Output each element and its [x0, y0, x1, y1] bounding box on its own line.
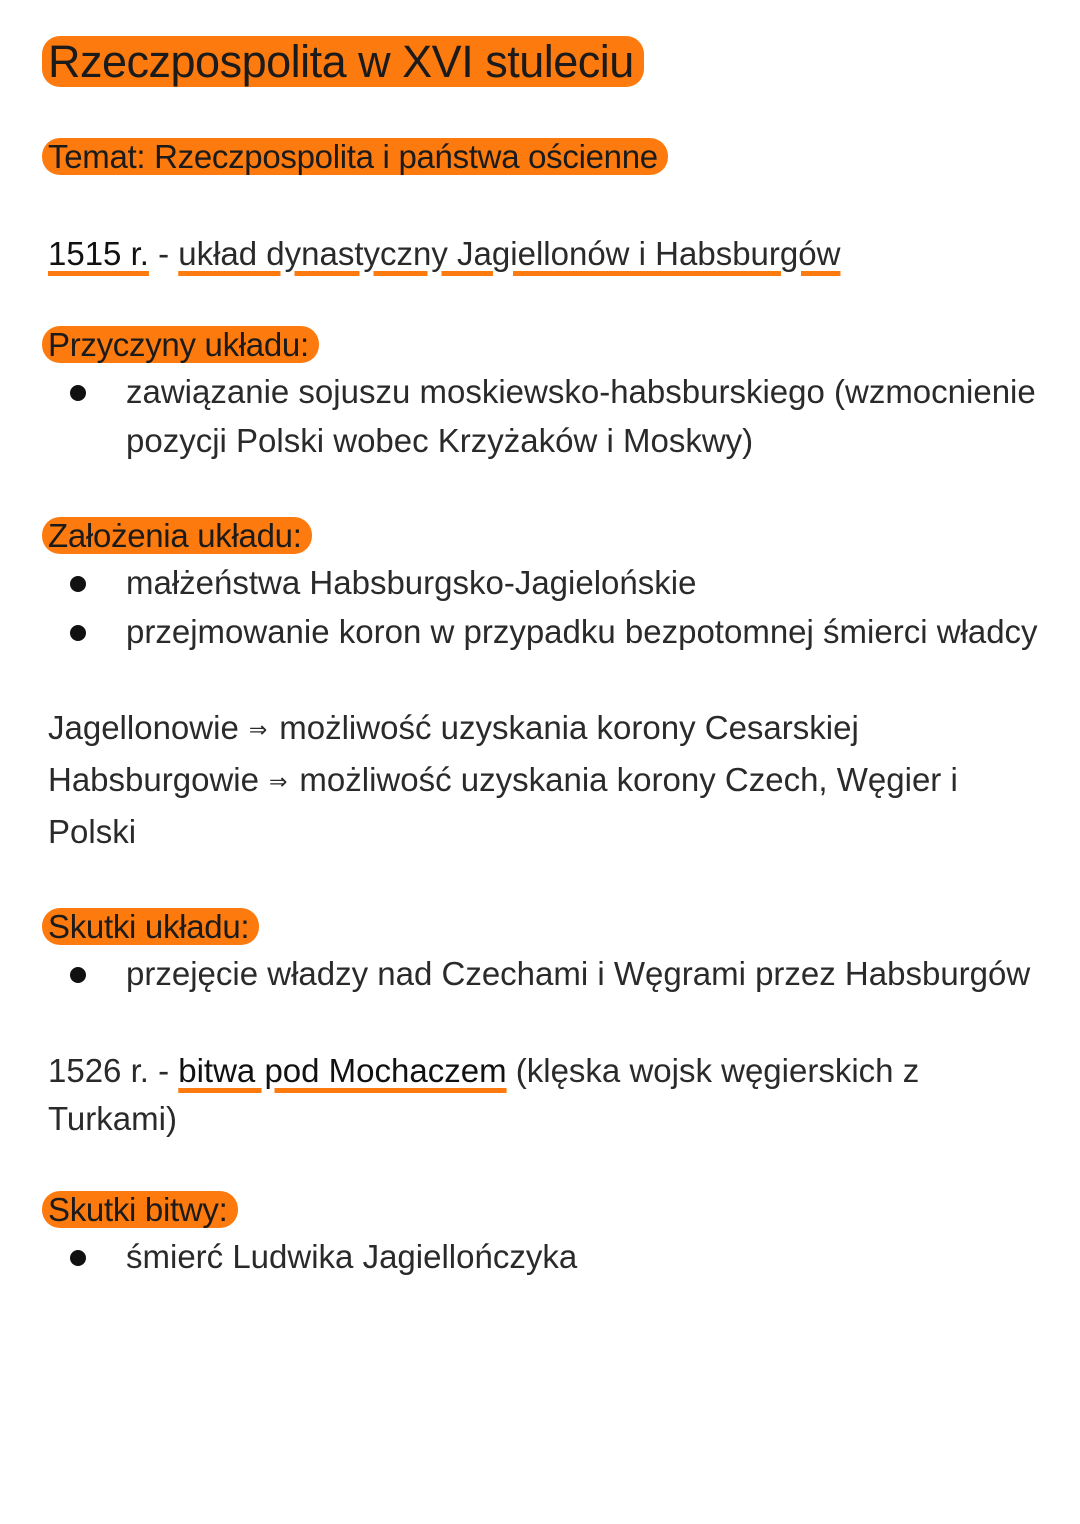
lesson-topic [48, 134, 1038, 180]
agreement-line [48, 230, 1038, 278]
list-item-text: przejęcie władzy nad Czechami i Węgrami przez Habsburgów [126, 955, 1031, 992]
agreement-separator: - [148, 235, 179, 272]
list-item [48, 1233, 1038, 1282]
assumptions-heading [48, 513, 1038, 559]
list-item-text: przejmowanie koron w przypadku bezpotomnej śmierci władcy [126, 612, 1038, 650]
outcome-line [48, 756, 1038, 856]
battle-line [48, 1047, 1038, 1143]
list-item [48, 950, 1038, 999]
agreement-text: układ dynastyczny Jagiellonów i Habsburgów [178, 235, 841, 272]
list-item-text: małżeństwa Habsburgsko-Jagielońskie [126, 564, 697, 601]
page-title [48, 30, 1038, 94]
battle-note: (klęska wojsk węgierskich z Turkami) [48, 1051, 920, 1137]
list-item [48, 368, 1038, 465]
note-page [48, 30, 1038, 1281]
outcome-benefit: możliwość uzyskania korony Cesarskiej [279, 709, 859, 746]
list-item [48, 559, 1038, 608]
outcome-party: Jagellonowie [48, 709, 239, 746]
bullet-icon [70, 1250, 86, 1266]
outcome-party: Habsburgowie [48, 761, 259, 798]
causes-list [48, 368, 1038, 465]
implies-arrow-icon: ⇒ [268, 769, 288, 794]
bullet-icon [70, 967, 86, 983]
list-item-text: zawiązanie sojuszu moskiewsko-habsburskiego (wzmocnienie pozycji Polski wobec Krzyżaków i Moskwy) [126, 373, 1036, 459]
effects-heading [48, 904, 1038, 950]
outcomes-block [48, 704, 1038, 856]
agreement-date: 1515 r. [48, 235, 149, 272]
title-highlight: Rzeczpospolita w XVI stuleciu [42, 36, 644, 87]
list-item-text: śmierć Ludwika Jagiellończyka [126, 1237, 578, 1275]
battle-effects-heading-text: Skutki bitwy: [42, 1191, 238, 1228]
battle-effects-heading [48, 1187, 1038, 1233]
causes-heading [48, 322, 1038, 368]
effects-list [48, 950, 1038, 999]
causes-heading-text: Przyczyny układu: [42, 326, 319, 363]
battle-name: bitwa pod Mochaczem [178, 1051, 507, 1089]
battle-date: 1526 r. [48, 1051, 149, 1089]
bullet-icon [70, 576, 86, 592]
assumptions-list [48, 559, 1038, 656]
bullet-icon [70, 385, 86, 401]
implies-arrow-icon: ⇒ [248, 717, 268, 742]
outcome-benefit: możliwość uzyskania korony Czech, Węgier i Polski [48, 761, 958, 850]
effects-heading-text: Skutki układu: [42, 908, 259, 945]
topic-highlight: Temat: Rzeczpospolita i państwa ościenne [42, 138, 668, 175]
battle-effects-list [48, 1233, 1038, 1282]
bullet-icon [70, 625, 86, 641]
outcome-line [48, 704, 1038, 756]
battle-separator: - [148, 1051, 179, 1089]
list-item [48, 608, 1038, 657]
assumptions-heading-text: Założenia układu: [42, 517, 312, 554]
